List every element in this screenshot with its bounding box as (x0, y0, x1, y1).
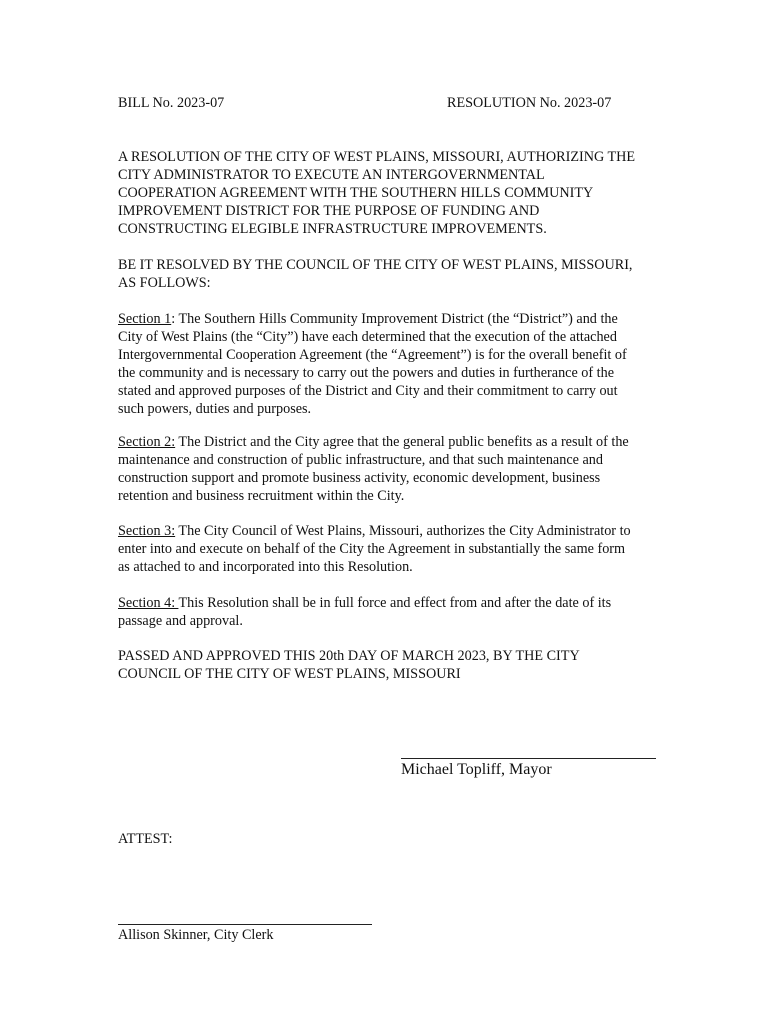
section-text: The District and the City agree that the general public benefits as a result of the (175, 434, 629, 450)
section-line: construction support and promote business activity, economic development, business (118, 470, 601, 486)
section-first-line (118, 594, 678, 612)
title-line: CONSTRUCTING ELEGIBLE INFRASTRUCTURE IMPROVEMENTS. (118, 221, 547, 237)
section-line: City of West Plains (the “City”) have each determined that the execution of the attached (118, 329, 617, 345)
resolved-clause (118, 256, 678, 292)
section-line: maintenance and construction of public infrastructure, and that such maintenance and (118, 452, 603, 468)
section-line: enter into and execute on behalf of the City the Agreement in substantially the same form (118, 541, 626, 557)
passed-approved-clause (118, 647, 678, 683)
section-text: The City Council of West Plains, Missouri, authorizes the City Administrator to (175, 523, 631, 539)
resolution-title (118, 148, 678, 238)
section-label-separator: : (171, 311, 176, 327)
resolution-number: RESOLUTION No. 2023-07 (447, 95, 612, 111)
section-3 (118, 522, 678, 576)
attest-label: ATTEST: (118, 831, 173, 847)
mayor-name: Michael Topliff, Mayor (401, 761, 552, 778)
section-line: the community and is necessary to carry out the powers and duties in furtherance of the (118, 365, 615, 381)
section-label: Section 3: (118, 523, 176, 539)
title-line: IMPROVEMENT DISTRICT FOR THE PURPOSE OF FUNDING AND (118, 203, 540, 219)
section-text: This Resolution shall be in full force and effect from and after the date of its (178, 595, 612, 611)
resolved-line: BE IT RESOLVED BY THE COUNCIL OF THE CITY OF WEST PLAINS, MISSOURI, (118, 257, 633, 273)
section-line: as attached to and incorporated into this Resolution. (118, 559, 413, 575)
bill-number: BILL No. 2023-07 (118, 95, 225, 111)
section-line: passage and approval. (118, 613, 243, 629)
mayor-signature-line (401, 758, 656, 759)
section-2 (118, 433, 678, 505)
resolved-line: AS FOLLOWS: (118, 275, 211, 291)
clerk-name: Allison Skinner, City Clerk (118, 927, 274, 943)
section-line: retention and business recruitment within the City. (118, 488, 405, 504)
section-first-line (118, 522, 678, 540)
section-line: stated and approved purposes of the District and City and their commitment to carry out (118, 383, 618, 399)
section-first-line (118, 433, 678, 451)
section-text: The Southern Hills Community Improvement District (the “District”) and the (175, 311, 618, 327)
passed-line: PASSED AND APPROVED THIS 20th DAY OF MARCH 2023, BY THE CITY (118, 648, 580, 664)
section-line: Intergovernmental Cooperation Agreement (the “Agreement”) is for the overall benefit of (118, 347, 627, 363)
section-4 (118, 594, 678, 630)
section-label: Section 2: (118, 434, 176, 450)
passed-line: COUNCIL OF THE CITY OF WEST PLAINS, MISSOURI (118, 666, 461, 682)
section-first-line (118, 310, 678, 328)
section-label: Section 4: (118, 595, 179, 611)
title-line: COOPERATION AGREEMENT WITH THE SOUTHERN HILLS COMMUNITY (118, 185, 594, 201)
section-line: such powers, duties and purposes. (118, 401, 312, 417)
title-line: CITY ADMINISTRATOR TO EXECUTE AN INTERGOVERNMENTAL (118, 167, 545, 183)
section-1 (118, 310, 678, 418)
title-line: A RESOLUTION OF THE CITY OF WEST PLAINS, MISSOURI, AUTHORIZING THE (118, 149, 636, 165)
clerk-signature-line (118, 924, 372, 925)
section-label: Section 1 (118, 311, 172, 327)
